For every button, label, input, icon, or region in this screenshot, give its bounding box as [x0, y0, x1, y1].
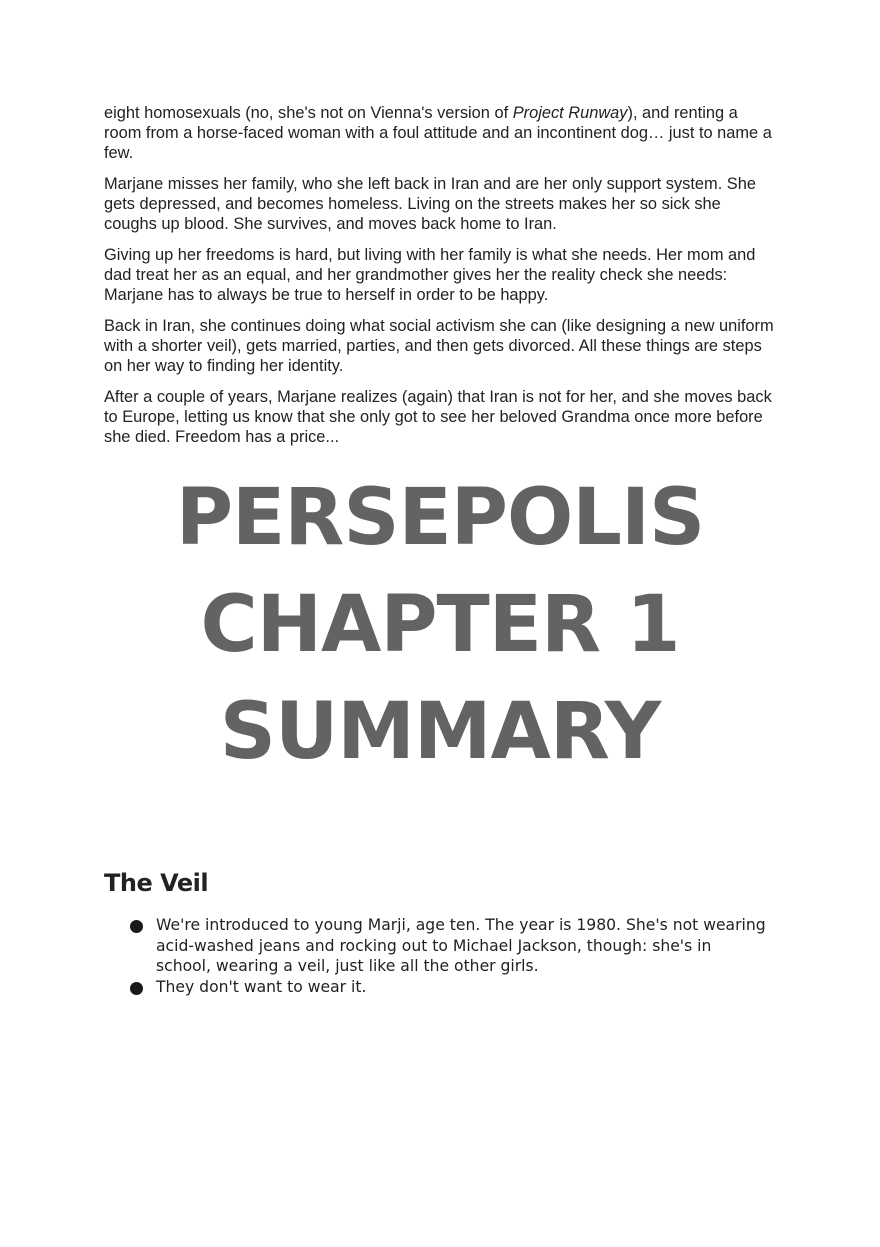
list-item-text: We're introduced to young Marji, age ten. The year is 1980. She's not wearing acid-washed jeans and rocking out to Michael Jackson, though: she's in school, wearing a veil, just like all the other girls. — [156, 916, 766, 975]
bullet-dot-icon — [130, 982, 143, 995]
list-item — [130, 977, 770, 998]
bullet-dot-icon — [130, 920, 143, 933]
paragraph-5: After a couple of years, Marjane realizes (again) that Iran is not for her, and she moves back to Europe, letting us know that she only got to see her beloved Grandma once more before she died. Freedom has a price... — [104, 388, 772, 446]
section-heading: The Veil — [104, 869, 209, 897]
paragraph-4: Back in Iran, she continues doing what social activism she can (like designing a new uniform with a shorter veil), gets married, parties, and then gets divorced. All these things are steps on her way to finding her identity. — [104, 317, 774, 375]
show-title-italic: Project Runway — [512, 104, 628, 122]
paragraph-3: Giving up her freedoms is hard, but living with her family is what she needs. Her mom and dad treat her as an equal, and her grandmother gives her the reality check she needs: Marjane has to always be true to herself in order to be happy. — [104, 246, 756, 304]
list-item — [130, 915, 770, 977]
chapter-title-line-1: PERSEPOLIS — [175, 473, 705, 563]
bullet-list — [130, 915, 770, 997]
paragraph-1 — [104, 103, 776, 163]
chapter-title-line-3: SUMMARY — [219, 687, 661, 777]
paragraph-1-text-start: eight homosexuals (no, she's not on Vienna's version of — [104, 104, 513, 122]
paragraph-2: Marjane misses her family, who she left back in Iran and are her only support system. She gets depressed, and becomes homeless. Living on the streets makes her so sick she coughs up blood. She survives, and moves back home to Iran. — [104, 175, 756, 233]
list-item-text: They don't want to wear it. — [156, 977, 367, 996]
document-page — [104, 103, 776, 996]
chapter-title-line-2: CHAPTER 1 — [200, 580, 680, 670]
chapter-title — [104, 465, 776, 786]
paragraph-1-text-end: ), and renting a room from a horse-faced woman with a foul attitude and an incontinent dog… just to name a few. — [104, 104, 772, 162]
